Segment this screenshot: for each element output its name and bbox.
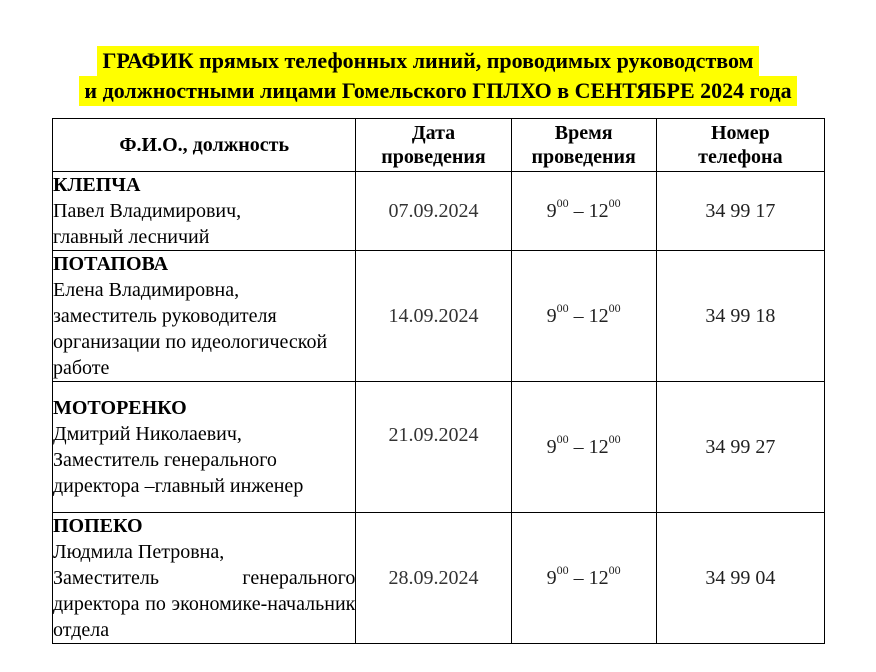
person-cell	[53, 251, 356, 382]
person-position: Заместитель генерального директора –главный инженер	[53, 449, 304, 497]
phone-cell: 34 99 27	[656, 382, 824, 513]
schedule-table	[52, 118, 825, 644]
header-time: Время проведения	[511, 119, 656, 172]
person-given-name: Елена Владимировна,	[53, 279, 240, 301]
header-phone: Номер телефона	[656, 119, 824, 172]
date-cell: 07.09.2024	[356, 172, 511, 251]
person-cell	[53, 513, 356, 644]
table-row	[53, 382, 825, 513]
person-given-name: Павел Владимирович,	[53, 200, 242, 222]
time-cell: $9^{00} - 12^{00}$	[511, 172, 656, 251]
phone-cell: 34 99 18	[656, 251, 824, 382]
person-given-name: Дмитрий Николаевич,	[53, 423, 242, 445]
person-cell	[53, 382, 356, 513]
table-row	[53, 251, 825, 382]
person-cell	[53, 172, 356, 251]
table-row	[53, 513, 825, 644]
person-surname: МОТОРЕНКО	[53, 397, 187, 419]
person-surname: КЛЕПЧА	[53, 174, 141, 196]
date-cell: 14.09.2024	[356, 251, 511, 382]
person-given-name: Людмила Петровна,	[53, 541, 225, 563]
phone-cell: 34 99 17	[656, 172, 824, 251]
time-cell: $9^{00} - 12^{00}$	[511, 251, 656, 382]
person-position: Заместитель генерального директора по экономике-начальник отдела	[53, 567, 356, 641]
date-cell: 21.09.2024	[356, 382, 511, 513]
header-date: Дата проведения	[356, 119, 511, 172]
person-surname: ПОТАПОВА	[53, 253, 169, 275]
person-position: заместитель руководителя организации по идеологической работе	[53, 305, 328, 379]
person-surname: ПОПЕКО	[53, 515, 143, 537]
person-position: главный лесничий	[53, 226, 210, 248]
time-cell: $9^{00} - 12^{00}$	[511, 382, 656, 513]
phone-cell: 34 99 04	[656, 513, 824, 644]
date-cell: 28.09.2024	[356, 513, 511, 644]
header-name: Ф.И.О., должность	[53, 119, 356, 172]
table-row	[53, 172, 825, 251]
table-header-row	[53, 119, 825, 172]
document-title	[0, 46, 876, 106]
time-cell: $9^{00} - 12^{00}$	[511, 513, 656, 644]
title-line-1: ГРАФИК прямых телефонных линий, проводимых руководством	[97, 46, 758, 76]
title-line-2: и должностными лицами Гомельского ГПЛХО в СЕНТЯБРЕ 2024 года	[79, 76, 796, 106]
